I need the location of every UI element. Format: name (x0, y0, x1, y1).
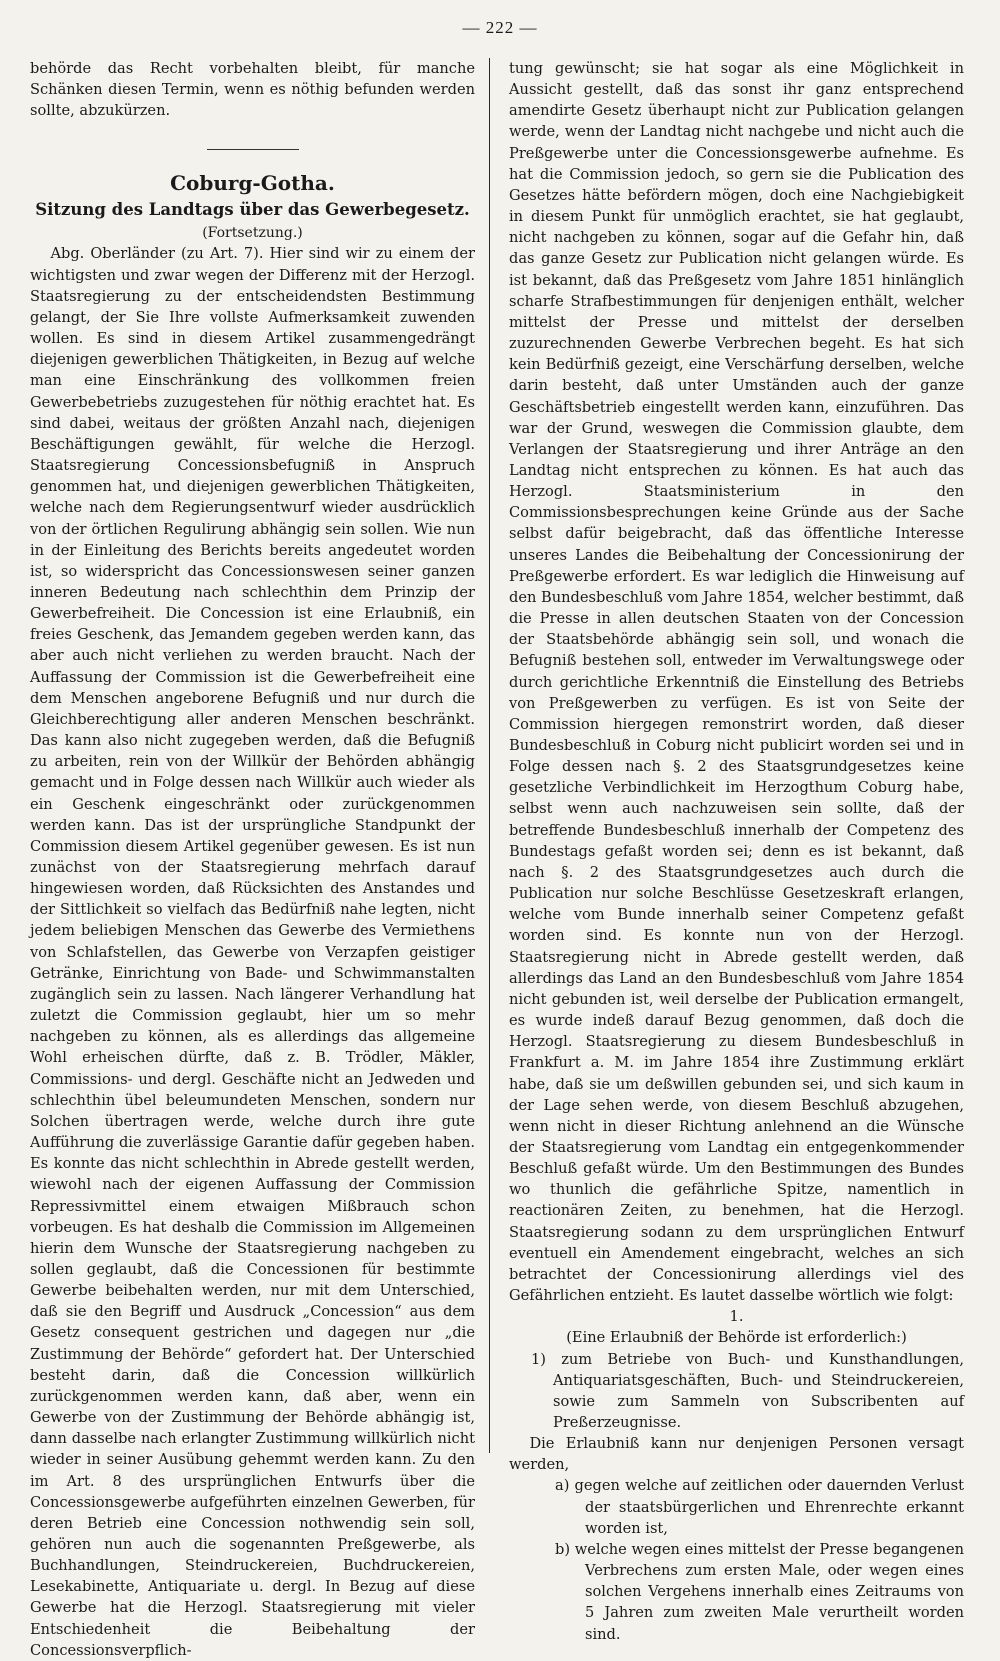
section-subheading: Sitzung des Landtags über das Gewerbegesetz. (35, 200, 470, 220)
page-number: — 222 — (462, 18, 538, 37)
amendment-sub-item-b: b) welche wegen eines mittelst der Presse begangenen Verbrechens zum ersten Male, oder wegen eines solchen Vergehens innerhalb eines Zeitraums von 5 Jahren zum zweiten Male verurtheilt worden sind. (555, 1540, 964, 1643)
column-divider (489, 58, 490, 1453)
amendment-sub-item-a: a) gegen welche auf zeitlichen oder dauernden Verlust der staatsbürgerlichen und Ehrenrechte erkannt worden ist, (555, 1477, 964, 1537)
amendment-number: 1. (729, 1308, 744, 1326)
right-paragraph-continuation: tung gewünscht; sie hat sogar als eine Möglichkeit in Aussicht gestellt, daß das sonst ihr ganz entsprechend amendirte Gesetz überhaupt nicht zur Publication gelangen werde, wenn der Landtag nicht nachgebe und nicht auch die Preßgewerbe unter die Concessionsgewerbe aufnehme. Es hat die Commission jedoch, so gern sie die Publication des Gesetzes hätte befördern mögen, doch eine Nachgiebigkeit in diesem Punkt für unmöglich erachtet, sie hat geglaubt, nicht nachgeben zu können, sogar auf die Gefahr hin, daß das ganze Gesetz zur Publication nicht gelangen würde. Es ist bekannt, daß das Preßgesetz vom Jahre 1851 hinlänglich scharfe Strafbestimmungen für denjenigen enthält, welcher mittelst der Presse und mittelst der derselben zuzurechnenden Gewerbe Verbrechen begeht. Es hat sich kein Bedürfniß gezeigt, eine Verschärfung derselben, welche darin besteht, daß unter Umständen auch der ganze Geschäftsbetrieb eingestellt werden kann, einzuführen. Das war der Grund, weswegen die Commission glaubte, dem Verlangen der Staatsregierung und ihrer Anträge an den Landtag nicht entsprechen zu können. Es hat auch das Herzogl. Staatsministerium in den Commissionsbesprechungen keine Gründe aus der Sache selbst dafür beigebracht, daß das öffentliche Interesse unseres Landes die Beibehaltung der Concessionirung der Preßgewerbe erfordert. Es war lediglich die Hinweisung auf den Bundesbeschluß vom Jahre 1854, welcher bestimmt, daß die Presse in allen deutschen Staaten von der Concession der Staatsbehörde abhängig sein soll, und wonach die Befugniß bestehen soll, entweder im Verwaltungswege oder durch gerichtliche Erkenntniß die Einstellung des Betriebs von Preßgewerben zu verfügen. Es ist von Seite der Commission hiergegen remonstrirt worden, daß dieser Bundesbeschluß in Coburg nicht publicirt worden sei und in Folge dessen nach §. 2 des Staatsgrundgesetzes keine gesetzliche Verbindlichkeit im Herzogthum Coburg habe, selbst wenn auch nachzuweisen sein sollte, daß der betreffende Bundesbeschluß innerhalb der Competenz des Bundestags gefaßt worden sei; denn es ist bekannt, daß nach §. 2 des Staatsgrundgesetzes auch durch die Publication nur solche Beschlüsse Gesetzeskraft erlangen, welche vom Bunde innerhalb seiner Competenz gefaßt worden sind. Es konnte nun von der Herzogl. Staatsregierung nicht in Abrede gestellt werden, daß allerdings das Land an den Bundesbeschluß vom Jahre 1854 nicht gebunden ist, weil derselbe der Publication ermangelt, es wurde indeß darauf Bezug genommen, daß doch die Herzogl. Staatsregierung zu diesem Bundesbeschluß in Frankfurt a. M. im Jahre 1854 ihre Zustimmung erklärt habe, daß sie um deßwillen gebunden sei, und sich kaum in der Lage sehen werde, von diesem Beschluß abzugehen, wenn nicht in dieser Richtung anlehnend an die Wünsche der Staatsregierung vom Landtag ein entgegenkommender Beschluß gefaßt würde. Um den Bestimmungen des Bundes wo thunlich die gefährliche Spitze, namentlich in reactionären Zeiten, zu benehmen, hat die Herzogl. Staatsregierung sodann zu dem ursprünglichen Entwurf eventuell ein Amendement eingebracht, welches an sich betrachtet der Concessionirung allerdings viel des Gefährlichen entzieht. Es lautet dasselbe wörtlich wie folgt: (509, 60, 964, 1305)
continuation-note: (Fortsetzung.) (202, 225, 303, 242)
section-heading: Coburg-Gotha. (170, 171, 335, 196)
left-column (30, 58, 475, 1661)
right-column (509, 58, 964, 1645)
left-paragraph-continuation: behörde das Recht vorbehalten bleibt, für manche Schänken diesen Termin, wenn es nöthig befunden werden sollte, abzukürzen. (30, 60, 475, 120)
left-paragraph-speech: Abg. Oberländer (zu Art. 7). Hier sind wir zu einem der wichtigsten und zwar wegen der Differenz mit der Herzogl. Staatsregierung zu der entscheidendsten Bestimmung gelangt, der Sie Ihre vollste Aufmerksamkeit zuwenden wollen. Es sind in diesem Artikel zusammengedrängt diejenigen gewerblichen Thätigkeiten, in Bezug auf welche man eine Einschränkung des vollkommen freien Gewerbebetriebs zuzugestehen für nöthig erachtet hat. Es sind dabei, weitaus der größten Anzahl nach, diejenigen Beschäftigungen gewählt, für welche die Herzogl. Staatsregierung Concessionsbefugniß in Anspruch genommen hat, und diejenigen gewerblichen Thätigkeiten, welche nach dem Regierungsentwurf wieder ausdrücklich von der örtlichen Regulirung abhängig sein sollen. Wie nun in der Einleitung des Berichts bereits angedeutet worden ist, so widerspricht das Concessionswesen seiner ganzen inneren Bedeutung nach schlechthin dem Prinzip der Gewerbefreiheit. Die Concession ist eine Erlaubniß, ein freies Geschenk, das Jemandem gegeben werden kann, das aber auch nicht verliehen zu werden braucht. Nach der Auffassung der Commission ist die Gewerbefreiheit eine dem Menschen angeborene Befugniß und nur durch die Gleichberechtigung aller anderen Menschen beschränkt. Das kann also nicht zugegeben werden, daß die Befugniß zu arbeiten, rein von der Willkür der Behörden abhängig gemacht und in Folge dessen nach Willkür auch wieder als ein Geschenk eingeschränkt oder zurückgenommen werden kann. Das ist der ursprüngliche Standpunkt der Commission diesem Artikel gegenüber gewesen. Es ist nun zunächst von der Staatsregierung mehrfach darauf hingewiesen worden, daß Rücksichten des Anstandes und der Sittlichkeit so vielfach das Bedürfniß nahe legten, nicht jedem beliebigen Menschen das Gewerbe des Vermiethens von Schlafstellen, das Gewerbe von Verzapfen geistiger Getränke, Einrichtung von Bade- und Schwimmanstalten zugänglich sein zu lassen. Nach längerer Verhandlung hat zuletzt die Commission geglaubt, hier um so mehr nachgeben zu können, als es allerdings das allgemeine Wohl erheischen dürfte, daß z. B. Trödler, Mäkler, Commissions- und dergl. Geschäfte nicht an Jedweden und schlechthin übel beleumundeten Menschen, sondern nur Solchen übertragen werde, welche durch ihre gute Aufführung die zuverlässige Garantie dafür gegeben haben. Es konnte das nicht schlechthin in Abrede gestellt werden, wiewohl nach der eigenen Auffassung der Commission Repressivmittel einem etwaigen Mißbrauch schon vorbeugen. Es hat deshalb die Commission im Allgemeinen hierin dem Wunsche der Staatsregierung nachgeben zu sollen geglaubt, daß die Concessionen für bestimmte Gewerbe beibehalten werden, nur mit dem Unterschied, daß sie den Begriff und Ausdruck „Concession“ aus dem Gesetz consequent gestrichen und dagegen nur „die Zustimmung der Behörde“ gefordert hat. Der Unterschied besteht darin, daß die Concession willkürlich zurückgenommen werden kann, daß aber, wenn ein Gewerbe von der Zustimmung der Behörde abhängig ist, dann dasselbe nach erlangter Zustimmung willkürlich nicht wieder in seiner Ausübung gehemmt werden kann. Zu den im Art. 8 des ursprünglichen Entwurfs über die Concessionsgewerbe aufgeführten einzelnen Gewerben, für deren Betrieb eine Concession nothwendig sein soll, gehören nun auch die sogenannten Preßgewerbe, als Buchhandlungen, Steindruckereien, Buchdruckereien, Lesekabinette, Antiquariate u. dergl. In Bezug auf diese Gewerbe hat die Herzogl. Staatsregierung mit vieler Entschiedenheit die Beibehaltung der Concessionsverpflich- (30, 245, 475, 1659)
amendment-item-1: 1) zum Betriebe von Buch- und Kunsthandlungen, Antiquariatsgeschäften, Buch- und Steindruckereien, sowie zum Sammeln von Subscribenten auf Preßerzeugnisse. (531, 1350, 964, 1431)
section-divider (207, 149, 299, 150)
amendment-paragraph: Die Erlaubniß kann nur denjenigen Personen versagt werden, (509, 1435, 964, 1474)
amendment-condition: (Eine Erlaubniß der Behörde ist erforderlich:) (566, 1329, 907, 1347)
